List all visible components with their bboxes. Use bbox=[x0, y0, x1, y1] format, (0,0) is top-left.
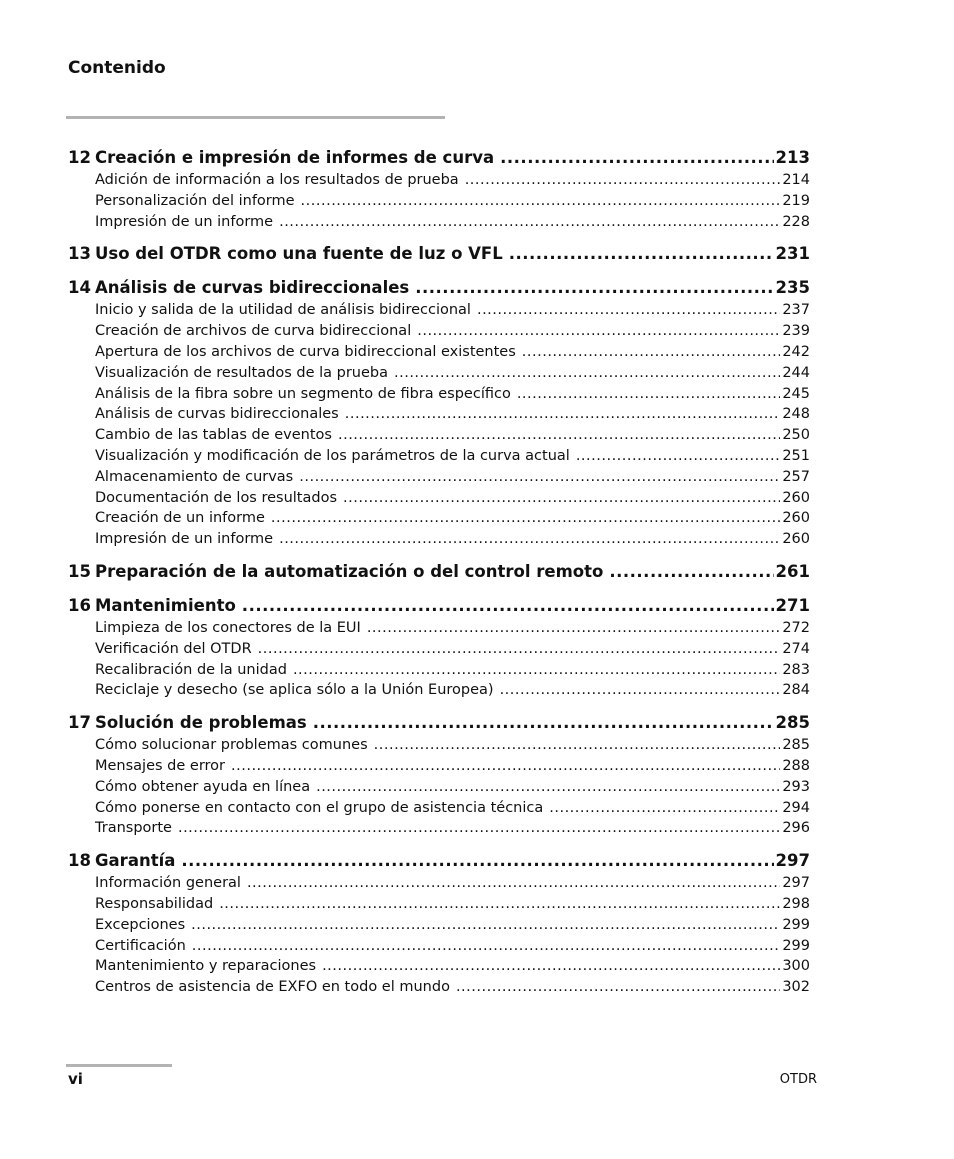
dot-leader bbox=[500, 680, 781, 701]
dot-leader bbox=[465, 170, 781, 191]
toc-section-title: Visualización de resultados de la prueba bbox=[95, 364, 388, 381]
toc-section-page: 288 bbox=[782, 757, 810, 774]
toc-section-entry[interactable] bbox=[68, 321, 810, 342]
toc-section-title: Información general bbox=[95, 875, 241, 892]
dot-leader bbox=[517, 384, 780, 405]
toc-section-entry[interactable] bbox=[68, 936, 810, 957]
toc-section-title: Verificación del OTDR bbox=[95, 640, 252, 657]
dot-leader bbox=[374, 735, 781, 756]
toc-chapter bbox=[68, 242, 810, 266]
toc-chapter-entry[interactable] bbox=[68, 594, 810, 618]
dot-leader bbox=[343, 488, 780, 509]
toc-chapter-page: 271 bbox=[775, 595, 810, 615]
toc-section-page: 260 bbox=[782, 510, 810, 527]
toc-section-page: 300 bbox=[782, 958, 810, 975]
dot-leader bbox=[192, 936, 781, 957]
toc-section-page: 260 bbox=[782, 531, 810, 548]
dot-leader bbox=[417, 321, 780, 342]
toc-section-entry[interactable] bbox=[68, 342, 810, 363]
toc-section-entry[interactable] bbox=[68, 618, 810, 639]
toc-section-entry[interactable] bbox=[68, 777, 810, 798]
toc-chapter-title: Creación e impresión de informes de curva bbox=[95, 148, 495, 167]
toc-section-page: 250 bbox=[782, 427, 810, 444]
toc-chapter-number: 13 bbox=[68, 244, 91, 264]
toc-chapter-title: Análisis de curvas bidireccionales bbox=[95, 278, 410, 298]
dot-leader bbox=[279, 529, 780, 550]
toc-section-entry[interactable] bbox=[68, 798, 810, 819]
toc-section-entry[interactable] bbox=[68, 915, 810, 936]
toc-chapter-title: Uso del OTDR como una fuente de luz o VFL bbox=[95, 244, 503, 264]
toc-section-title: Mantenimiento y reparaciones bbox=[95, 958, 317, 975]
toc-chapter-number: 17 bbox=[68, 713, 91, 733]
toc-section-page: 214 bbox=[782, 172, 810, 188]
toc-section-title: Análisis de la fibra sobre un segmento de fibra específico bbox=[95, 385, 511, 402]
dot-leader bbox=[301, 191, 781, 212]
toc-section-entry[interactable] bbox=[68, 756, 810, 777]
toc-section-page: 257 bbox=[782, 468, 810, 485]
dot-leader bbox=[279, 212, 780, 233]
dot-leader bbox=[345, 404, 781, 425]
toc-section-title: Creación de un informe bbox=[95, 510, 265, 527]
dot-leader bbox=[394, 363, 780, 384]
toc-chapter-number: 12 bbox=[68, 148, 91, 167]
toc-chapter-entry[interactable] bbox=[68, 711, 810, 735]
toc-section-page: 239 bbox=[782, 323, 810, 340]
dot-leader bbox=[247, 873, 780, 894]
dot-leader bbox=[456, 977, 780, 998]
toc-section-page: 294 bbox=[782, 799, 810, 816]
footer-product-name: OTDR bbox=[779, 1072, 817, 1087]
toc-section-page: 296 bbox=[782, 820, 810, 837]
toc-chapter-page: 231 bbox=[775, 244, 810, 264]
dot-leader bbox=[338, 425, 780, 446]
toc-chapter-entry[interactable] bbox=[68, 146, 810, 170]
dot-leader bbox=[522, 342, 781, 363]
toc-chapter-page: 235 bbox=[775, 278, 810, 298]
toc-section-entry[interactable] bbox=[68, 384, 810, 405]
toc-section-title: Cómo ponerse en contacto con el grupo de asistencia técnica bbox=[95, 799, 544, 816]
page-title: Contenido bbox=[68, 58, 166, 78]
toc-section-entry[interactable] bbox=[68, 977, 810, 998]
toc-section-entry[interactable] bbox=[68, 467, 810, 488]
dot-leader bbox=[313, 711, 774, 735]
toc-section-entry[interactable] bbox=[68, 363, 810, 384]
toc-section-page: 293 bbox=[782, 778, 810, 795]
toc-section-page: 297 bbox=[782, 875, 810, 892]
dot-leader bbox=[576, 446, 781, 467]
toc-section-page: 299 bbox=[782, 916, 810, 933]
toc-chapter-number: 18 bbox=[68, 851, 91, 871]
dot-leader bbox=[609, 560, 773, 584]
toc-chapter bbox=[68, 849, 810, 998]
toc-chapter-page: 297 bbox=[775, 851, 810, 871]
toc-chapter-number: 14 bbox=[68, 278, 91, 298]
toc-section-page: 283 bbox=[782, 661, 810, 678]
dot-leader bbox=[181, 849, 773, 873]
toc-section-page: 248 bbox=[782, 406, 810, 423]
toc-section-entry[interactable] bbox=[68, 488, 810, 509]
dot-leader bbox=[258, 639, 781, 660]
toc-chapter-title: Mantenimiento bbox=[95, 595, 236, 615]
toc-section-entry[interactable] bbox=[68, 873, 810, 894]
toc-chapter-title: Preparación de la automatización o del control remoto bbox=[95, 561, 604, 581]
toc-section-page: 260 bbox=[782, 489, 810, 506]
dot-leader bbox=[178, 818, 780, 839]
toc-chapter-number: 15 bbox=[68, 561, 91, 581]
toc-section-entry[interactable] bbox=[68, 660, 810, 681]
dot-leader bbox=[509, 242, 774, 266]
toc-section-title: Inicio y salida de la utilidad de análisis bidireccional bbox=[95, 302, 471, 319]
dot-leader bbox=[242, 594, 774, 618]
toc-section-title: Certificación bbox=[95, 937, 186, 954]
toc-section-title: Responsabilidad bbox=[95, 895, 214, 912]
toc-chapter bbox=[68, 146, 810, 232]
toc-section-page: 298 bbox=[782, 895, 810, 912]
toc-section-title: Visualización y modificación de los parámetros de la curva actual bbox=[95, 447, 570, 464]
toc-chapter-entry[interactable] bbox=[68, 560, 810, 584]
footer-rule bbox=[66, 1064, 172, 1067]
dot-leader bbox=[367, 618, 781, 639]
toc-chapter-entry[interactable] bbox=[68, 276, 810, 300]
toc-chapter-title: Solución de problemas bbox=[95, 713, 307, 733]
toc-chapter-page: 213 bbox=[775, 148, 810, 167]
toc-chapter bbox=[68, 560, 810, 584]
toc-section-page: 274 bbox=[782, 640, 810, 657]
toc-section-entry[interactable] bbox=[68, 170, 810, 191]
toc-section-entry[interactable] bbox=[68, 212, 810, 233]
toc-chapter bbox=[68, 711, 810, 839]
toc-section-title: Recalibración de la unidad bbox=[95, 661, 287, 678]
toc-chapter-entry[interactable] bbox=[68, 849, 810, 873]
toc-section-entry[interactable] bbox=[68, 508, 810, 529]
toc-section-entry[interactable] bbox=[68, 639, 810, 660]
toc-section-entry[interactable] bbox=[68, 680, 810, 701]
dot-leader bbox=[293, 660, 780, 681]
toc-section-entry[interactable] bbox=[68, 425, 810, 446]
dot-leader bbox=[322, 956, 780, 977]
toc-section-title: Cambio de las tablas de eventos bbox=[95, 427, 332, 444]
toc-section-title: Personalización del informe bbox=[95, 192, 295, 209]
toc-chapter-title: Garantía bbox=[95, 851, 176, 871]
toc-section-page: 228 bbox=[782, 213, 810, 230]
dot-leader bbox=[299, 467, 780, 488]
toc-section-title: Mensajes de error bbox=[95, 757, 226, 774]
toc-chapter-number: 16 bbox=[68, 595, 91, 615]
toc-section-title: Limpieza de los conectores de la EUI bbox=[95, 619, 361, 636]
toc-section-title: Documentación de los resultados bbox=[95, 489, 338, 506]
toc-section-title: Impresión de un informe bbox=[95, 213, 274, 230]
toc-section-title: Excepciones bbox=[95, 916, 186, 933]
dot-leader bbox=[477, 300, 780, 321]
toc-section-entry[interactable] bbox=[68, 191, 810, 212]
toc-section-entry[interactable] bbox=[68, 300, 810, 321]
toc-chapter bbox=[68, 276, 810, 550]
toc-section-title: Impresión de un informe bbox=[95, 531, 274, 548]
toc-section-page: 219 bbox=[782, 192, 810, 209]
dot-leader bbox=[271, 508, 780, 529]
toc-section-page: 285 bbox=[782, 737, 810, 754]
dot-leader bbox=[549, 798, 780, 819]
toc-section-page: 251 bbox=[782, 447, 810, 464]
toc-section-title: Análisis de curvas bidireccionales bbox=[95, 406, 339, 423]
toc-section-page: 245 bbox=[782, 385, 810, 402]
toc-chapter-page: 285 bbox=[775, 713, 810, 733]
dot-leader bbox=[191, 915, 780, 936]
toc-section-page: 272 bbox=[782, 619, 810, 636]
toc-chapter bbox=[68, 594, 810, 701]
dot-leader bbox=[219, 894, 780, 915]
toc-section-title: Almacenamiento de curvas bbox=[95, 468, 294, 485]
toc-chapter-entry[interactable] bbox=[68, 242, 810, 266]
footer-page-number: vi bbox=[68, 1070, 83, 1088]
dot-leader bbox=[316, 777, 780, 798]
toc-section-entry[interactable] bbox=[68, 956, 810, 977]
toc-section-page: 302 bbox=[782, 979, 810, 996]
dot-leader bbox=[415, 276, 773, 300]
toc-section-page: 299 bbox=[782, 937, 810, 954]
toc-section-title: Reciclaje y desecho (se aplica sólo a la Unión Europea) bbox=[95, 682, 494, 699]
toc-section-page: 244 bbox=[782, 364, 810, 381]
dot-leader bbox=[231, 756, 780, 777]
toc-section-title: Centros de asistencia de EXFO en todo el mundo bbox=[95, 979, 450, 996]
table-of-contents bbox=[68, 146, 810, 1008]
toc-section-entry[interactable] bbox=[68, 735, 810, 756]
toc-chapter-page: 261 bbox=[775, 561, 810, 581]
toc-section-entry[interactable] bbox=[68, 446, 810, 467]
toc-section-title: Cómo obtener ayuda en línea bbox=[95, 778, 311, 795]
toc-section-entry[interactable] bbox=[68, 894, 810, 915]
dot-leader bbox=[500, 146, 773, 170]
toc-section-title: Adición de información a los resultados de prueba bbox=[95, 172, 459, 188]
toc-section-title: Transporte bbox=[95, 820, 172, 837]
toc-section-entry[interactable] bbox=[68, 404, 810, 425]
toc-section-page: 284 bbox=[782, 682, 810, 699]
toc-section-page: 237 bbox=[782, 302, 810, 319]
toc-section-page: 242 bbox=[782, 343, 810, 360]
toc-section-entry[interactable] bbox=[68, 529, 810, 550]
toc-section-entry[interactable] bbox=[68, 818, 810, 839]
toc-section-title: Cómo solucionar problemas comunes bbox=[95, 737, 368, 754]
header-rule bbox=[66, 116, 445, 119]
toc-section-title: Creación de archivos de curva bidireccional bbox=[95, 323, 412, 340]
toc-section-title: Apertura de los archivos de curva bidireccional existentes bbox=[95, 343, 516, 360]
